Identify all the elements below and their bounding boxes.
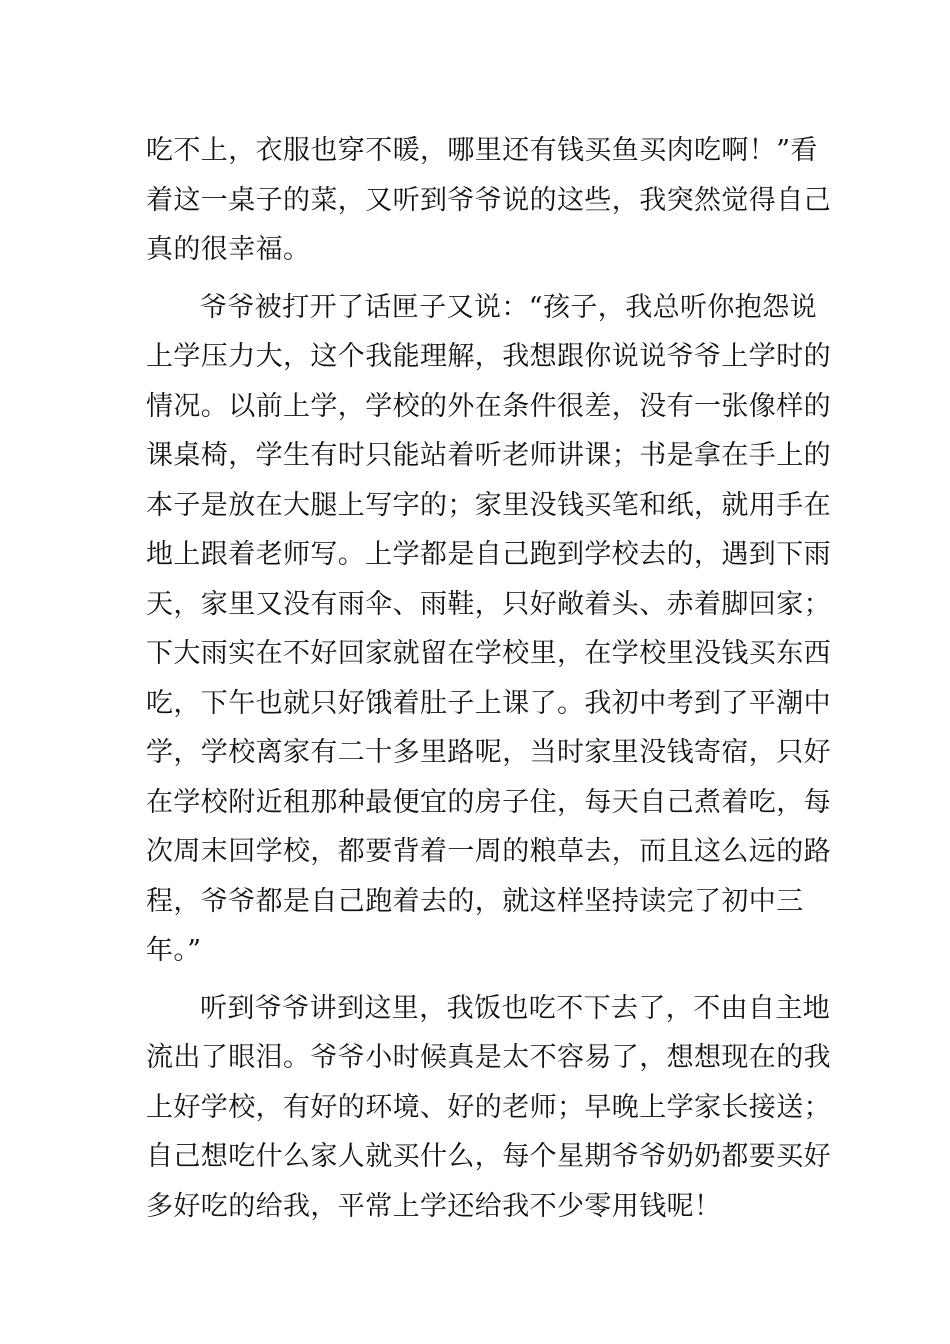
text-line: 流出了眼泪。爷爷小时候真是太不容易了，想想现在的我: [146, 1042, 831, 1073]
text-line: 爷爷被打开了话匣子又说：“孩子，我总听你抱怨说: [200, 291, 818, 323]
text-line: 在学校附近租那种最便宜的房子住，每天自己煮着吃，每: [146, 786, 831, 818]
text-line: 次周末回学校，都要背着一周的粮草去，而且这么远的路: [146, 836, 831, 867]
text-line: 情况。以前上学，学校的外在条件很差，没有一张像样的: [146, 390, 831, 422]
document-body: [146, 126, 831, 1231]
text-line: 学，学校离家有二十多里路呢，当时家里没钱寄宿，只好: [146, 737, 831, 768]
paragraph-1: [146, 126, 831, 275]
text-line: 年。”: [146, 935, 202, 966]
text-line: 下大雨实在不好回家就留在学校里，在学校里没钱买东西: [146, 638, 831, 669]
text-line: 吃不上，衣服也穿不暖，哪里还有钱买鱼买肉吃啊！”看: [146, 135, 818, 166]
text-line: 着这一桌子的菜，又听到爷爷说的这些，我突然觉得自己: [146, 184, 831, 216]
paragraph-3: [146, 984, 831, 1232]
text-line: 本子是放在大腿上写字的；家里没钱买笔和纸，就用手在: [146, 489, 831, 521]
text-line: 地上跟着老师写。上学都是自己跑到学校去的，遇到下雨: [146, 539, 831, 570]
text-line: 吃，下午也就只好饿着肚子上课了。我初中考到了平潮中: [146, 687, 831, 719]
text-line: 程，爷爷都是自己跑着去的，就这样坚持读完了初中三: [146, 885, 804, 917]
text-line: 天，家里又没有雨伞、雨鞋，只好敞着头、赤着脚回家；: [146, 588, 831, 620]
paragraph-2: [146, 283, 831, 976]
text-line: 听到爷爷讲到这里，我饭也吃不下去了，不由自主地: [200, 992, 831, 1024]
text-line: 课桌椅，学生有时只能站着听老师讲课；书是拿在手上的: [146, 440, 831, 471]
text-line: 上学压力大，这个我能理解，我想跟你说说爷爷上学时的: [146, 341, 831, 372]
text-line: 上好学校，有好的环境、好的老师；早晚上学家长接送；: [146, 1091, 831, 1123]
paragraph-gap: [146, 976, 806, 984]
text-line: 自己想吃什么家人就买什么，每个星期爷爷奶奶都要买好: [146, 1141, 831, 1172]
text-line: 多好吃的给我，平常上学还给我不少零用钱呢！: [146, 1190, 722, 1222]
text-line: 真的很幸福。: [146, 234, 311, 265]
paragraph-gap: [146, 275, 806, 283]
